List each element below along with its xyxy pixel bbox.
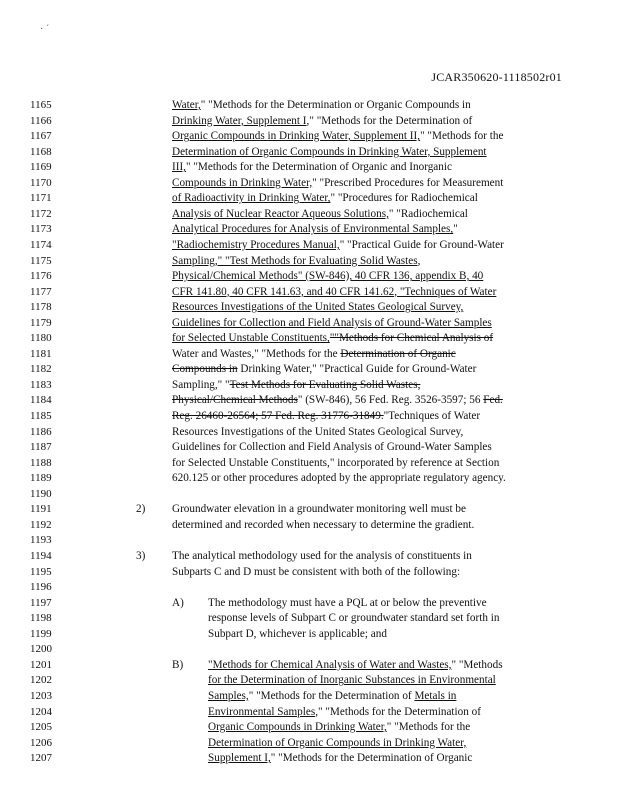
line-text xyxy=(172,286,496,299)
line-text xyxy=(172,223,458,236)
line-number: 1179 xyxy=(30,316,52,329)
line-number: 1192 xyxy=(30,518,52,531)
list-marker: 3) xyxy=(136,550,146,562)
line-text xyxy=(172,332,493,345)
line-text xyxy=(172,503,466,516)
line-number: 1175 xyxy=(30,254,52,267)
inserted-text: Physical/Chemical Methods" (SW-846), 40 CFR 136, appendix B, 40 xyxy=(172,270,484,283)
text-run: The analytical methodology used for the analysis of constituents in xyxy=(172,550,472,562)
line-number: 1168 xyxy=(30,145,52,158)
line-text xyxy=(172,379,420,392)
document-id: JCAR350620-1118502r01 xyxy=(431,70,562,84)
line-number: 1199 xyxy=(30,627,52,640)
line-number: 1187 xyxy=(30,441,52,454)
line-text xyxy=(172,301,463,314)
inserted-text: for the Determination of Inorganic Substances in Environmental xyxy=(208,674,496,687)
line-text xyxy=(172,457,499,470)
line-number: 1198 xyxy=(30,612,52,625)
line-number: 1165 xyxy=(30,99,52,111)
inserted-text: of Radioactivity in Drinking Water, xyxy=(172,192,331,205)
line-number: 1202 xyxy=(30,674,52,687)
inserted-text: CFR 141.80, 40 CFR 141.63, and 40 CFR 141.62, "Techniques of Water xyxy=(172,285,497,298)
deleted-text: Fed. xyxy=(483,394,503,407)
line-number: 1171 xyxy=(30,192,52,205)
line-number: 1167 xyxy=(30,130,52,143)
text-run: Subpart D, whichever is applicable; and xyxy=(208,627,387,640)
inserted-text: Environmental Samples, xyxy=(208,705,318,718)
line-text xyxy=(208,597,487,610)
line-number: 1169 xyxy=(30,161,52,174)
text-run: Sampling," " xyxy=(172,378,230,391)
line-text xyxy=(172,161,452,174)
line-number: 1183 xyxy=(30,378,52,391)
text-run: " "Methods for the Determination of Organic and Inorganic xyxy=(185,161,452,174)
deleted-text: Compounds in xyxy=(172,363,238,376)
line-text xyxy=(172,550,472,563)
line-text xyxy=(172,566,460,579)
line-number: 1197 xyxy=(30,596,52,609)
line-number: 1191 xyxy=(30,503,52,516)
list-marker: B) xyxy=(172,658,184,671)
line-number: 1172 xyxy=(30,207,52,220)
inserted-text: Metals in xyxy=(414,689,457,702)
line-text xyxy=(172,130,503,143)
text-run: Subparts C and D must be consistent with both of the following: xyxy=(172,565,461,578)
deleted-text: Test Methods for Evaluating Solid Wastes, xyxy=(229,378,421,391)
line-number: 1185 xyxy=(30,410,52,422)
line-number: 1166 xyxy=(30,114,52,127)
inserted-text: Water, xyxy=(172,99,201,111)
line-number: 1174 xyxy=(30,239,52,251)
line-text xyxy=(172,317,492,330)
deleted-text: Determination of Organic xyxy=(340,347,456,360)
line-text xyxy=(172,255,420,268)
text-run: The methodology must have a PQL at or below the preventive xyxy=(208,596,487,609)
text-run: Resources Investigations of the United States Geological Survey, xyxy=(172,425,464,438)
line-number: 1177 xyxy=(30,285,52,298)
line-text xyxy=(208,752,472,765)
line-number: 1176 xyxy=(30,270,52,283)
line-text xyxy=(172,239,504,252)
text-run: " "Methods for the Determination of xyxy=(318,705,481,718)
inserted-text: Drinking Water, Supplement I, xyxy=(172,114,310,127)
line-text xyxy=(172,363,476,376)
inserted-text: "Methods for Chemical Analysis of Water and Wastes, xyxy=(208,658,452,671)
inserted-text: "Radiochemistry Procedures Manual, xyxy=(172,239,340,251)
inserted-text: Guidelines for Collection and Field Analysis of Ground-Water Samples xyxy=(172,316,492,329)
line-text xyxy=(208,706,481,719)
text-run: "Techniques of Water xyxy=(383,410,481,422)
deleted-text: Reg. 26460-26564; 57 Fed. Reg. 31776-31849. xyxy=(172,410,384,422)
line-text xyxy=(208,628,387,641)
line-number: 1207 xyxy=(30,752,52,765)
text-run: Guidelines for Collection and Field Analysis of Ground-Water Samples xyxy=(172,441,492,454)
line-number: 1194 xyxy=(30,550,52,562)
line-text xyxy=(172,472,506,485)
inserted-text: for Selected Unstable Constituents, xyxy=(172,332,330,345)
inserted-text: Analytical Procedures for Analysis of Environmental Samples, xyxy=(172,223,454,236)
line-text xyxy=(208,690,456,703)
line-text xyxy=(172,519,474,532)
line-text xyxy=(172,192,478,205)
line-number: 1200 xyxy=(30,643,52,656)
line-number: 1193 xyxy=(30,534,52,547)
inserted-text: Organic Compounds in Drinking Water, Supplement II, xyxy=(172,130,421,143)
line-text xyxy=(208,659,503,672)
line-number: 1188 xyxy=(30,456,52,469)
line-number: 1205 xyxy=(30,721,52,733)
line-number: 1173 xyxy=(30,223,52,236)
deleted-text: Physical/Chemical Methods xyxy=(172,394,298,407)
line-number: 1203 xyxy=(30,689,52,702)
text-run: determined and recorded when necessary to determine the gradient. xyxy=(172,518,475,531)
text-run: " "Procedures for Radiochemical xyxy=(330,192,478,205)
line-text xyxy=(172,270,483,283)
text-run: for Selected Unstable Constituents," incorporated by reference at Section xyxy=(172,456,500,469)
text-run: " "Methods for the Determination of Organic xyxy=(270,752,473,765)
inserted-text: Organic Compounds in Drinking Water, xyxy=(208,721,387,733)
line-number: 1196 xyxy=(30,581,52,593)
inserted-text: Compounds in Drinking Water, xyxy=(172,176,313,189)
text-run: " "Methods xyxy=(451,658,503,671)
inserted-text: Determination of Organic Compounds in Drinking Water, xyxy=(208,736,467,749)
line-number: 1186 xyxy=(30,425,52,438)
line-number: 1189 xyxy=(30,472,52,485)
line-number: 1204 xyxy=(30,705,52,718)
inserted-text: Supplement I, xyxy=(208,752,271,765)
line-text xyxy=(172,115,472,128)
line-text xyxy=(172,348,456,361)
line-number: 1190 xyxy=(30,487,52,500)
line-text xyxy=(208,737,466,750)
inserted-text: III, xyxy=(172,161,186,174)
line-text xyxy=(208,674,496,687)
text-run: " "Methods for the Determination of xyxy=(309,114,473,127)
line-text xyxy=(208,721,470,734)
line-number: 1206 xyxy=(30,736,52,749)
line-text xyxy=(172,394,503,407)
text-run: 620.125 or other procedures adopted by the appropriate regulatory agency. xyxy=(172,472,506,485)
line-number: 1170 xyxy=(30,176,52,189)
line-number: 1184 xyxy=(30,394,52,407)
line-text xyxy=(172,99,471,112)
inserted-text: Determination of Organic Compounds in Drinking Water, Supplement xyxy=(172,145,487,158)
line-number: 1195 xyxy=(30,565,52,578)
deleted-text: ""Methods for Chemical Analysis of xyxy=(329,332,494,345)
corner-mark: · ´ xyxy=(40,24,50,35)
inserted-text: Sampling," "Test Methods for Evaluating Solid Wastes, xyxy=(172,254,421,267)
list-marker: A) xyxy=(172,596,184,609)
line-number: 1181 xyxy=(30,347,52,360)
text-run: " xyxy=(453,223,458,236)
line-text xyxy=(172,441,492,454)
line-text xyxy=(172,208,468,221)
text-run: response levels of Subpart C or groundwater standard set forth in xyxy=(208,612,500,625)
text-run: " "Prescribed Procedures for Measurement xyxy=(312,176,504,189)
text-run: " "Radiochemical xyxy=(388,207,468,220)
line-number: 1182 xyxy=(30,363,52,376)
line-text xyxy=(172,177,503,190)
line-text xyxy=(172,146,487,159)
text-run: Water and Wastes," "Methods for the xyxy=(172,347,341,360)
line-number: 1180 xyxy=(30,332,52,345)
line-text xyxy=(208,612,499,625)
text-run: Drinking Water," "Practical Guide for Ground-Water xyxy=(237,363,477,376)
line-number: 1201 xyxy=(30,658,52,671)
text-run: " "Practical Guide for Ground-Water xyxy=(339,239,504,251)
inserted-text: Samples, xyxy=(208,689,249,702)
line-text xyxy=(172,410,480,423)
list-marker: 2) xyxy=(136,503,146,516)
line-number: 1178 xyxy=(30,301,52,314)
text-run: Groundwater elevation in a groundwater monitoring well must be xyxy=(172,503,466,516)
text-run: " "Methods for the Determination or Organic Compounds in xyxy=(200,99,471,111)
text-run: " "Methods for the Determination of xyxy=(248,689,415,702)
text-run: " (SW-846), 56 Fed. Reg. 3526-3597; 56 xyxy=(297,394,484,407)
text-run: " "Methods for the xyxy=(420,130,504,143)
inserted-text: Analysis of Nuclear Reactor Aqueous Solutions, xyxy=(172,207,389,220)
inserted-text: Resources Investigations of the United States Geological Survey, xyxy=(172,301,464,314)
text-run: " "Methods for the xyxy=(386,721,471,733)
line-text xyxy=(172,426,463,439)
